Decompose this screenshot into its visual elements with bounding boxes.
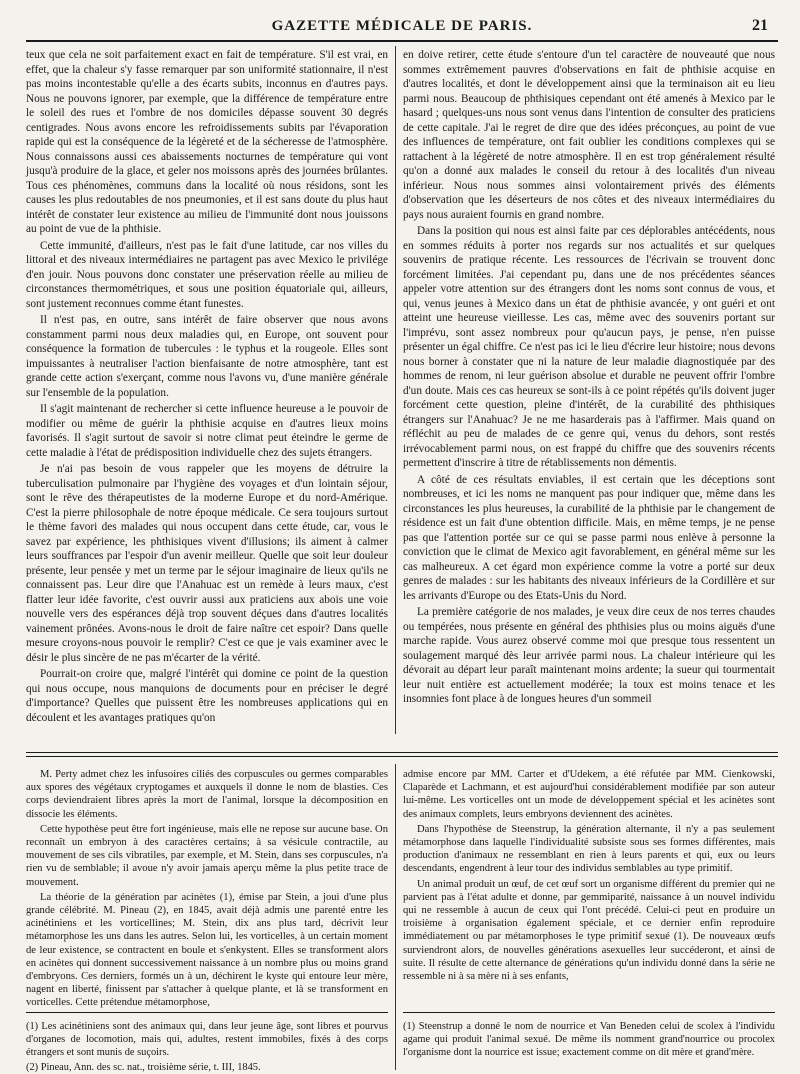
footnote-rule <box>403 1012 775 1013</box>
paragraph: Cette hypothèse peut être fort ingénieuse, mais elle ne repose sur aucune base. On reconnaît un embryon à des caractères certains; à sa vésicule contractile, au mouvement de ses cils vibratiles, par exemple, et M. Stein, dans ses corpuscules, n'a rien vu de semblable; il avoue n'y avoir jamais aperçu même la plus petite trace de mouvement. <box>26 823 388 888</box>
paragraph: Je n'ai pas besoin de vous rappeler que les moyens de détruire la tuberculisation pulmonaire par l'hygiène des voyages et d'un lointain séjour, sont le rêve des thérapeutistes de la moderne Europe et du nord-Amérique. C'est la pierre philosophale de notre époque médicale. Ce sera toujours surtout le thème favori des malades qui nous occupent dans cette étude, car, vous le savez par expérience, les phthisiques vivent d'illusions; ils aiment à calmer leurs souffrances par l'espoir d'un avenir meilleur. Quelle que soit leur douleur présente, leur pensée y met un terme par le séjour imaginaire de lieux qu'ils ne connaissent pas. Leur dire que l'Anahuac est un remède à leurs maux, c'est flatter leur idée favorite, c'est ouvrir aussi aux praticiens aux abois une voie nouvelle vers des espérances déjà trop souvent déçues dans d'autres localités vainement prônées. Avons-nous le droit de faire naître cet espoir? Dans quelle mesure croyons-nous pouvoir le remplir? C'est ce que je vais examiner avec le désir le plus sincère de ne pas m'écarter de la vérité. <box>26 463 388 664</box>
footnotes-right <box>403 1020 775 1074</box>
paragraph: M. Perty admet chez les infusoires ciliés des corpuscules ou germes comparables aux spores des végétaux cryptogames et auxquels il donne le nom de blasties. Ces corps deviendraient libres après la mort de l'animal, lorsque la décomposition en dissocie les éléments. <box>26 769 388 820</box>
paragraph: admise encore par MM. Carter et d'Udekem, a été réfutée par MM. Cienkowski, Claparède et Lachmann, et est aujourd'hui considérablement modifiée par son auteur lui-même. Les vorticelles ont un mode de développement spécial et les acinètes sont des animaux complets, leurs embryons deviennent des acinètes. <box>403 769 775 820</box>
footnote-rule <box>26 1012 388 1013</box>
page-header <box>26 14 778 42</box>
paragraph: La théorie de la génération par acinètes (1), émise par Stein, a joui d'une plus grande célébrité. M. Pineau (2), en 1845, avait déjà admis une parenté entre les acinétiniens et les vorticellines; M. Stein, dix ans plus tard, décrivit leur métamorphose les uns dans les autres. Selon lui, les vorticelles, à un certain moment de leur existence, se contractent en boule et s'enkystent. Elles se transforment alors en acinètes qui donnent successivement naissance à un nombre plus ou moins grand d'embryons. Ces derniers, formés un à un, déchirent le kyste qui entoure leur mère, nagent en liberté, finissent par s'attacher à quelque plante, et là se transforment en vorticelles. Cette prétendue métamorphose, <box>26 891 388 1009</box>
footnote: (1) Les acinétiniens sont des animaux qui, dans leur jeune âge, sont libres et pourvus d'organes de locomotion, mais qui, adultes, restent immobiles, fixés à des corps étrangers et sont munis de suçoirs. <box>26 1021 388 1058</box>
footnotes-left <box>26 1020 388 1074</box>
paragraph: Il s'agit maintenant de rechercher si cette influence heureuse a le pouvoir de modifier ou même de guérir la phthisie acquise en d'autres lieux moins favorisés. Il s'agit surtout de savoir si notre climat peut éteindre le germe de cette maladie à l'état de prédisposition individuelle chez des sujets étrangers. <box>26 403 388 459</box>
paragraph: teux que cela ne soit parfaitement exact en fait de température. S'il est vrai, en effet, que la chaleur s'y fasse remarquer par son uniformité stationnaire, il n'est pas moins incontestable qu'elle a des écarts subits, inconnus en d'autres pays. Nous ne pouvons ignorer, par exemple, que la différence de température entre le soleil des rues et l'ombre de nos domiciles dépasse souvent 30 degrés centigrades. Nous avons encore les refroidissements subits par l'évaporation rapide qui est la conséquence de la légèreté et de la sécheresse de l'atmosphère. Nous connaissons aussi ces abaissements nocturnes de température qui vont jusqu'à produire de la glace, et geler nos moissons après des journées brûlantes. Tous ces phénomènes, communs dans la localité où nous résidons, sont les causes les plus redoutables de nos pneumonies, et il est sans doute du plus haut intérêt de constater leur existence au milieu de l'immunité dont nous jouissons au point de vue de la phthisie. <box>26 49 388 235</box>
feuilleton-rule <box>26 752 778 753</box>
page-number: 21 <box>752 17 768 34</box>
column-divider <box>395 764 396 1070</box>
footnote: (2) Pineau, Ann. des sc. nat., troisième série, t. III, 1845. <box>26 1062 261 1073</box>
paragraph: Dans l'hypothèse de Steenstrup, la génération alternante, il n'y a pas seulement métamorphose dans laquelle l'individualité subsiste sous ses formes différentes, mais production d'animaux ne ressemblant en rien à leurs parents et qui, eux ou leurs descendants, engendrent à leur tour des individus semblables au type primitif. <box>403 823 775 875</box>
paragraph: en doive retirer, cette étude s'entoure d'un tel caractère de nouveauté que nous sommes extrêmement pauvres d'observations en fait de phthisie acquise en d'autres localités, et dont le développement ainsi que la terminaison ait eu lieu parmi nous. Beaucoup de phthisiques cependant ont été amenés à Mexico par le hasard ; quelques-uns nous sont venus dans l'intention de consulter des praticiens de cette capitale. J'ai le regret de dire que des idées préconçues, au point de vue des influences de température, ont fait oublier les conditions complexes qui se rattachent à la légèreté de notre atmosphère. Il en est trop généralement résulté qu'on a donné aux malades le conseil du retour à des localités d'un niveau inférieur. Nous nous sommes ainsi volontairement privés des éléments d'observation que les déserteurs de nos côtes et des niveaux intermédiaires du pays nous auraient fournis en grand nombre. <box>403 49 775 221</box>
feuilleton-rule <box>26 756 778 757</box>
paragraph: La première catégorie de nos malades, je veux dire ceux de nos terres chaudes ou tempérées, nous présente en général des phthisies plus ou moins aiguës d'une marche rapide. Vous aurez observé comme moi que presque tous ressentent un soulagement marqué dès leur arrivée parmi nous. La chaleur intérieure qui les dévorait au départ leur paraît maintenant moins ardente; la sueur qui tourmentait leur nuit entière est actuellement modérée; la toux est moins tenace et les insomnies font place à de longues heures d'un sommeil <box>403 606 775 705</box>
paragraph: Dans la position qui nous est ainsi faite par ces déplorables antécédents, nous en sommes réduits à porter nos regards sur nos actualités et sur quelques souvenirs de pratique récente. Les ressources de l'écrivain se trouvent donc forcément limitées. J'ai cependant pu, dans une de nos précédentes séances appeler votre attention sur des étrangers dont les noms sont connus de vous, et qui, venus jeunes à Mexico dans un état de phthisie avancée, y ont guéri et ont atteint une heureuse vieillesse. Les cas, même avec des souvenirs portant sur l'imprévu, sont assez nombreux pour qu'aucun pays, je pense, n'en puisse présenter un égal chiffre. Ce n'est pas ici le lieu d'écrire leur histoire; nous devons nous borner à constater que ni la nature de leur maladie diagnostiquée par des hommes de renom, ni leur guérison absolue et durable ne peuvent offrir l'ombre d'un doute. Mais ces cas heureux se sont-ils à ce point répétés qu'ils doivent juger forcément cette question, pleine d'intérêt, de la curabilité des phthisiques étrangers sur l'Anahuac? Je ne me hasarderais pas à l'affirmer. Mais quand on réfléchit au peu de malades de ce genre qui, venus du dehors, sont restés irrévocablement parmi nous, on est frappé du chiffre que des souvenirs récents permettent d'inscrire à titre de rétablissements non démentis. <box>403 225 775 469</box>
paragraph: Un animal produit un œuf, de cet œuf sort un organisme différent du premier qui ne parvient pas à l'état adulte et donne, par gemmiparité, naissance à un nouvel individu qui ne ressemble à aucun de ceux qui l'ont précédé. Celui-ci peut en produire un troisième à organisation également spéciale, et ce dernier enfin reproduire immédiatement ou par métamorphoses le type primitif sexué (1). De nouveaux œufs surviendront alors, de nouvelles générations asexuelles leur succéderont, et ainsi de suite. Il résulte de cette alternance de générations qu'un individu donné dans la série ne ressemble ni à sa mère ni à ses enfants, <box>403 878 775 983</box>
main-column-right <box>403 48 775 728</box>
feuilleton-column-right <box>403 768 775 1000</box>
journal-title: GAZETTE MÉDICALE DE PARIS. <box>271 18 533 34</box>
main-column-left <box>26 48 388 728</box>
footnote: (1) Steenstrup a donné le nom de nourrice et Van Beneden celui de scolex à l'individu agame qui produit l'animal sexué. De même ils nomment grand'nourrice ou procolex l'organisme dont la nourrice est issue; exactement comme on dit mère et grand'mère. <box>403 1021 775 1058</box>
column-divider <box>395 46 396 734</box>
paragraph: Pourrait-on croire que, malgré l'intérêt qui domine ce point de la question qui nous occupe, nous manquions de documents pour en préciser le degré d'importance? Quelles que puissent être les nombreuses applications qui en découlent et les avantages pratiques qu'on <box>26 668 388 724</box>
paragraph: Cette immunité, d'ailleurs, n'est pas le fait d'une latitude, car nos villes du littoral et des niveaux intermédiaires ne partagent pas avec Mexico le privilége d'en jouir. Nous pouvons donc constater une préservation réelle au milieu de circonstances thermométriques, et sous une position équatoriale qui, ailleurs, sont justement reconnues comme étant funestes. <box>26 239 388 310</box>
paragraph: Il n'est pas, en outre, sans intérêt de faire observer que nous avons constamment parmi nous deux maladies qui, en Europe, ont souvent pour conséquence la formation de tubercules : le typhus et la rougeole. Elles sont impuissantes à neutraliser l'action bienfaisante de notre atmosphère, tant est grande cette action s'exerçant, comme nous l'avons vu, d'une manière générale sur l'ensemble de la population. <box>26 314 388 399</box>
feuilleton-column-left <box>26 768 388 1009</box>
paragraph: A côté de ces résultats enviables, il est certain que les déceptions sont nombreuses, et ici les noms ne manquent pas pour indiquer que, même dans les circonstances les plus heureuses, la curabilité de la phthisie par le changement de résidence est un fait d'une obtention difficile. Mais, en même temps, je ne pense pas que l'attention portée sur ce qui se passe parmi nous enlève à personne la conviction que le climat de Mexico agit favorablement, en général même sur les cas malheureux. A cet égard mon expérience comme la votre a porté sur deux genres de malades : sur les habitants des niveaux inférieurs de la Cordillère et sur les arrivants d'Europe ou des Etats-Unis du Nord. <box>403 473 775 602</box>
